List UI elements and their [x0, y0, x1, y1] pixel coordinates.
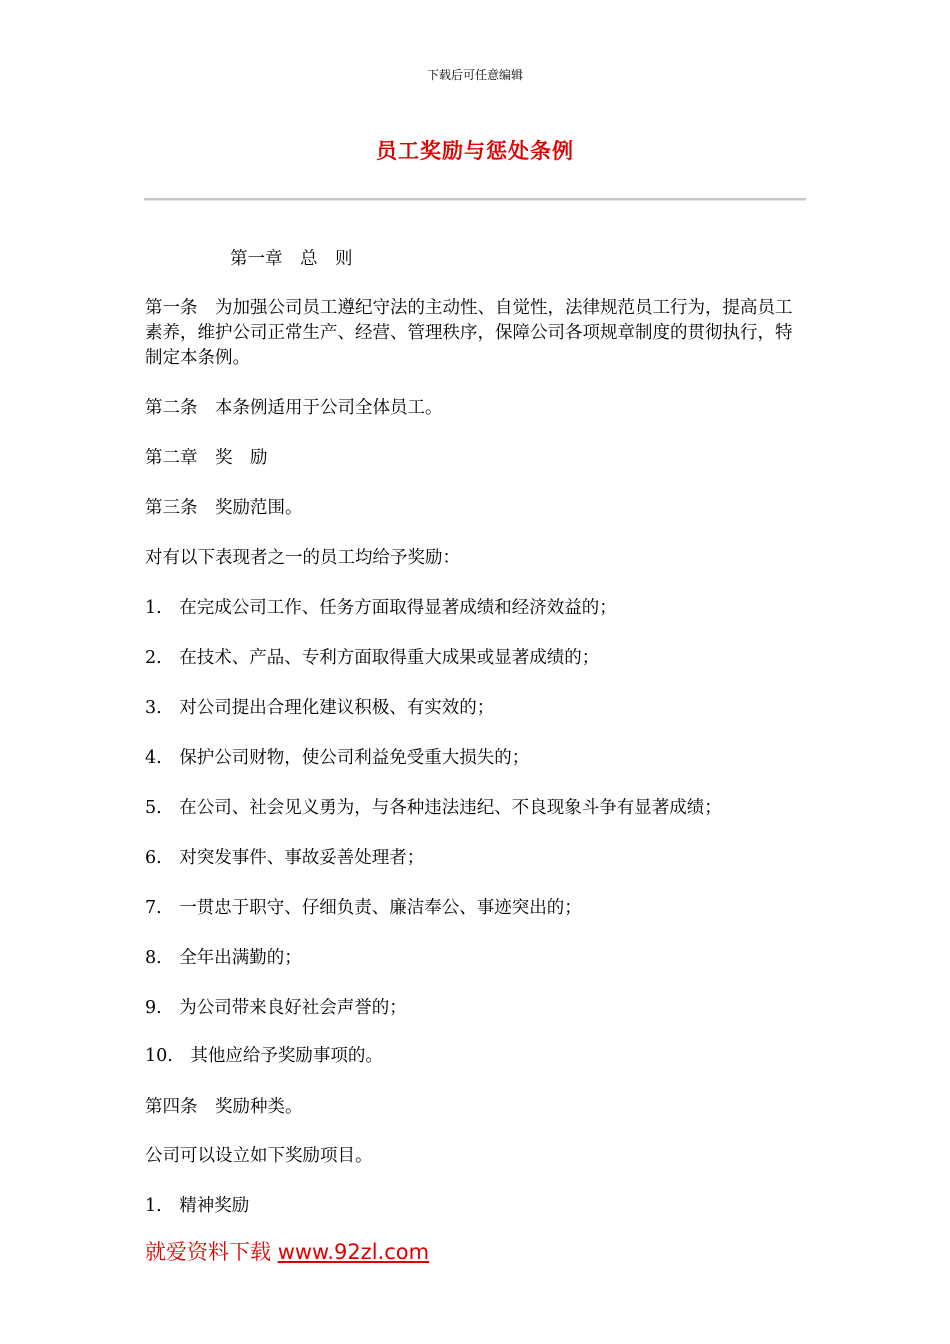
article-2: 第二条 本条例适用于公司全体员工。: [145, 398, 443, 418]
list-item: 1. 在完成公司工作、任务方面取得显著成绩和经济效益的；: [145, 598, 617, 618]
reward-type-item: 1. 精神奖励: [145, 1196, 250, 1216]
list-item: 8. 全年出满勤的；: [145, 948, 302, 968]
footer-prefix: 就爱资料下载: [145, 1240, 278, 1264]
title-divider: [144, 198, 806, 201]
article-4: 第四条 奖励种类。: [145, 1097, 303, 1117]
list-item: 5. 在公司、社会见义勇为，与各种违法违纪、不良现象斗争有显著成绩；: [145, 798, 722, 818]
chapter-heading-2: 第二章 奖 励: [145, 448, 268, 468]
article-3: 第三条 奖励范围。: [145, 498, 303, 518]
article-1: 第一条 为加强公司员工遵纪守法的主动性、自觉性，法律规范员工行为，提高员工素养，维护公司正常生产、经营、管理秩序，保障公司各项规章制度的贯彻执行，特制定本条例。: [145, 298, 793, 368]
document-title: 员工奖励与惩处条例: [376, 138, 574, 163]
list-item: 4. 保护公司财物，使公司利益免受重大损失的；: [145, 748, 530, 768]
footer-url[interactable]: www.92zl.com: [277, 1240, 430, 1264]
chapter-heading-1: 第一章 总 则: [230, 249, 353, 269]
article-4-intro: 公司可以设立如下奖励项目。: [145, 1146, 373, 1166]
list-item: 10. 其他应给予奖励事项的。: [145, 1046, 383, 1066]
list-item: 2. 在技术、产品、专利方面取得重大成果或显著成绩的；: [145, 648, 600, 668]
reward-intro: 对有以下表现者之一的员工均给予奖励：: [145, 548, 460, 568]
footer-link[interactable]: [145, 1236, 429, 1266]
list-item: 6. 对突发事件、事故妥善处理者；: [145, 848, 425, 868]
list-item: 9. 为公司带来良好社会声誉的；: [145, 998, 407, 1018]
header-note: 下载后可任意编辑: [426, 68, 523, 82]
list-item: 7. 一贯忠于职守、仔细负责、廉洁奉公、事迹突出的；: [145, 898, 582, 918]
list-item: 3. 对公司提出合理化建议积极、有实效的；: [145, 698, 495, 718]
